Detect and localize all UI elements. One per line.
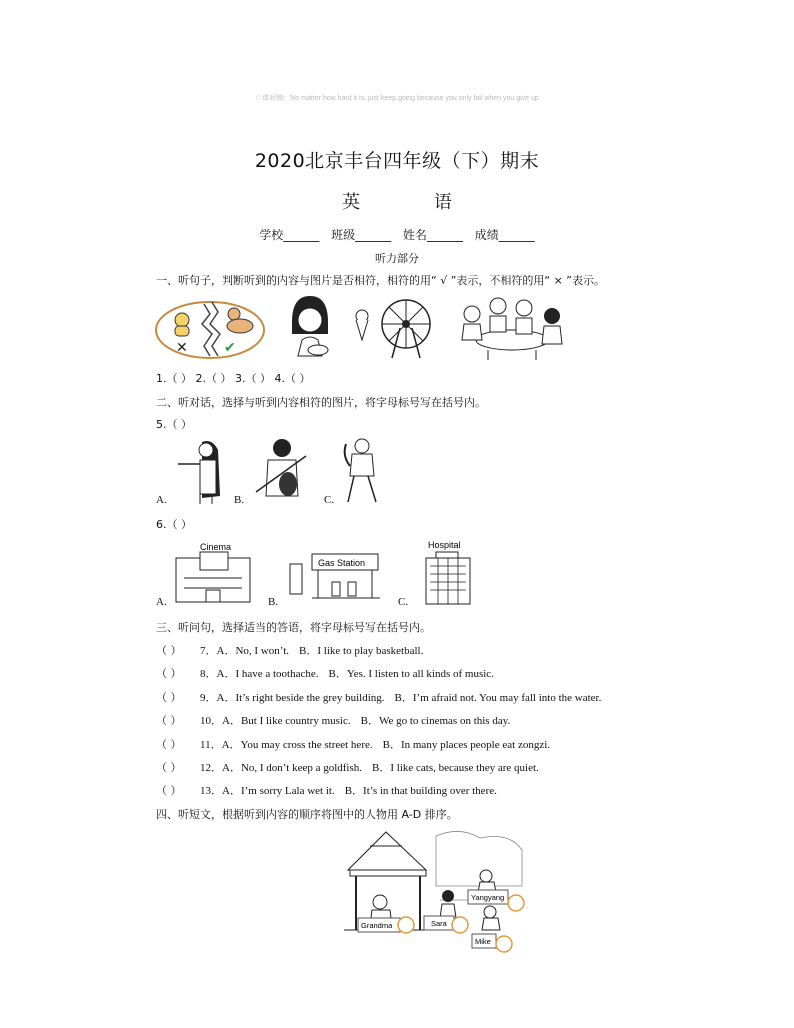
option-b: B．I like to play basketball. [299,645,424,657]
answer-circle-yangyang[interactable] [508,895,524,911]
answer-circle-grandma[interactable] [398,917,414,933]
exam-subject: 英 语 [342,192,486,213]
option-b: B．We go to cinemas on this day. [360,715,511,727]
park-scene-picture [340,826,526,956]
option-a: A．It’s right beside the grey building. [216,692,385,704]
label-yangyang: Yangyang [471,893,505,902]
picture-cat-dog [156,302,264,358]
answer-circle-sara[interactable] [452,917,468,933]
picture-hospital [426,540,470,604]
question-number: 8． [200,668,217,680]
section3-instruction: 三、听问句，选择适当的答语，将字母标号写在括号内。 [156,621,431,634]
label-sara: Sara [431,919,447,928]
option-a: A．I have a toothache. [216,668,319,680]
student-info-line [0,226,794,243]
field-name: 姓名______ [402,228,463,242]
question-7 [156,642,423,658]
option-a: A．You may cross the street here. [221,739,373,751]
question-number: 13． [200,785,222,797]
picture-cinema [176,542,250,602]
q6-option-a-label: A. [156,596,167,608]
answer-blank[interactable]: （ ） [156,714,182,727]
picture-ferris-wheel [356,300,430,358]
q5-option-a-label: A. [156,494,167,506]
cross-icon: ✕ [176,339,188,355]
picture-gas-station [290,554,380,598]
option-b: B．It’s in that building over there. [344,785,497,797]
section1-instruction: 一、听句子，判断听到的内容与图片是否相符，相符的用“ √ ”表示，不相符的用“ × ”表示。 [156,274,606,287]
section1-answers: 1.（ ） 2.（ ） 3.（ ） 4.（ ） [156,372,311,385]
picture-saxophonist [345,439,376,502]
question-12 [156,759,539,775]
option-a: A．No, I won’t. [216,645,290,657]
motto-text: ⊙课间侧：No matter how hard it is, just keep going because you only fail when you give up [255,95,539,102]
option-a: A．But I like country music. [222,715,351,727]
answer-circle-mike[interactable] [496,936,512,952]
answer-blank[interactable]: （ ） [156,691,182,704]
q5-pictures [172,436,388,506]
answer-blank[interactable]: （ ） [156,784,182,797]
picture-girl [292,296,328,356]
picture-violinist [256,439,306,496]
q6-pictures [172,538,482,608]
question-13 [156,782,497,798]
section2-instruction: 二、听对话，选择与听到内容相符的图片，将字母标号写在括号内。 [156,396,486,409]
field-score: 成绩______ [474,228,535,242]
question-9 [156,689,601,705]
section1-pictures [154,294,564,362]
answer-blank[interactable]: （ ） [156,667,182,680]
section4-instruction: 四、听短文，根据听到内容的顺序将图中的人物用 A-D 排序。 [156,808,458,821]
option-b: B．I like cats, because they are quiet. [372,762,539,774]
label-grandma: Grandma [361,921,393,930]
question-number: 7． [200,645,217,657]
check-icon: ✔ [224,339,236,355]
question-number: 11． [200,739,222,751]
gas-station-sign: Gas Station [318,558,366,568]
question-8 [156,665,494,681]
answer-blank[interactable]: （ ） [156,761,182,774]
field-class: 班级______ [331,228,392,242]
option-a: A．No, I don’t keep a goldfish. [222,762,363,774]
question-number: 10． [200,715,222,727]
option-b: B．I’m afraid not. You may fall into the water. [394,692,602,704]
cinema-sign: Cinema [200,542,232,552]
option-b: B．Yes. I listen to all kinds of music. [328,668,494,680]
label-mike: Mike [475,937,491,946]
question-10 [156,712,510,728]
question-6-label: 6.（ ） [156,518,192,531]
question-number: 12． [200,762,222,774]
hospital-sign: Hospital [428,540,461,550]
q6-option-c-label: C. [398,596,409,608]
field-school: 学校______ [259,228,320,242]
picture-family-dinner [462,298,562,360]
question-11 [156,736,550,752]
q6-option-b-label: B. [268,596,279,608]
answer-blank[interactable]: （ ） [156,644,182,657]
option-a: A．I’m sorry Lala wet it. [222,785,335,797]
q5-option-b-label: B. [234,494,245,506]
question-5-label: 5.（ ） [156,418,192,431]
q5-option-c-label: C. [324,494,335,506]
option-b: B．In many places people eat zongzi. [382,739,551,751]
exam-title: 2020北京丰台四年级（下）期末 [254,150,540,172]
question-number: 9． [200,692,217,704]
listening-part-label: 听力部分 [375,252,419,265]
answer-blank[interactable]: （ ） [156,738,182,751]
picture-singer [178,441,220,504]
